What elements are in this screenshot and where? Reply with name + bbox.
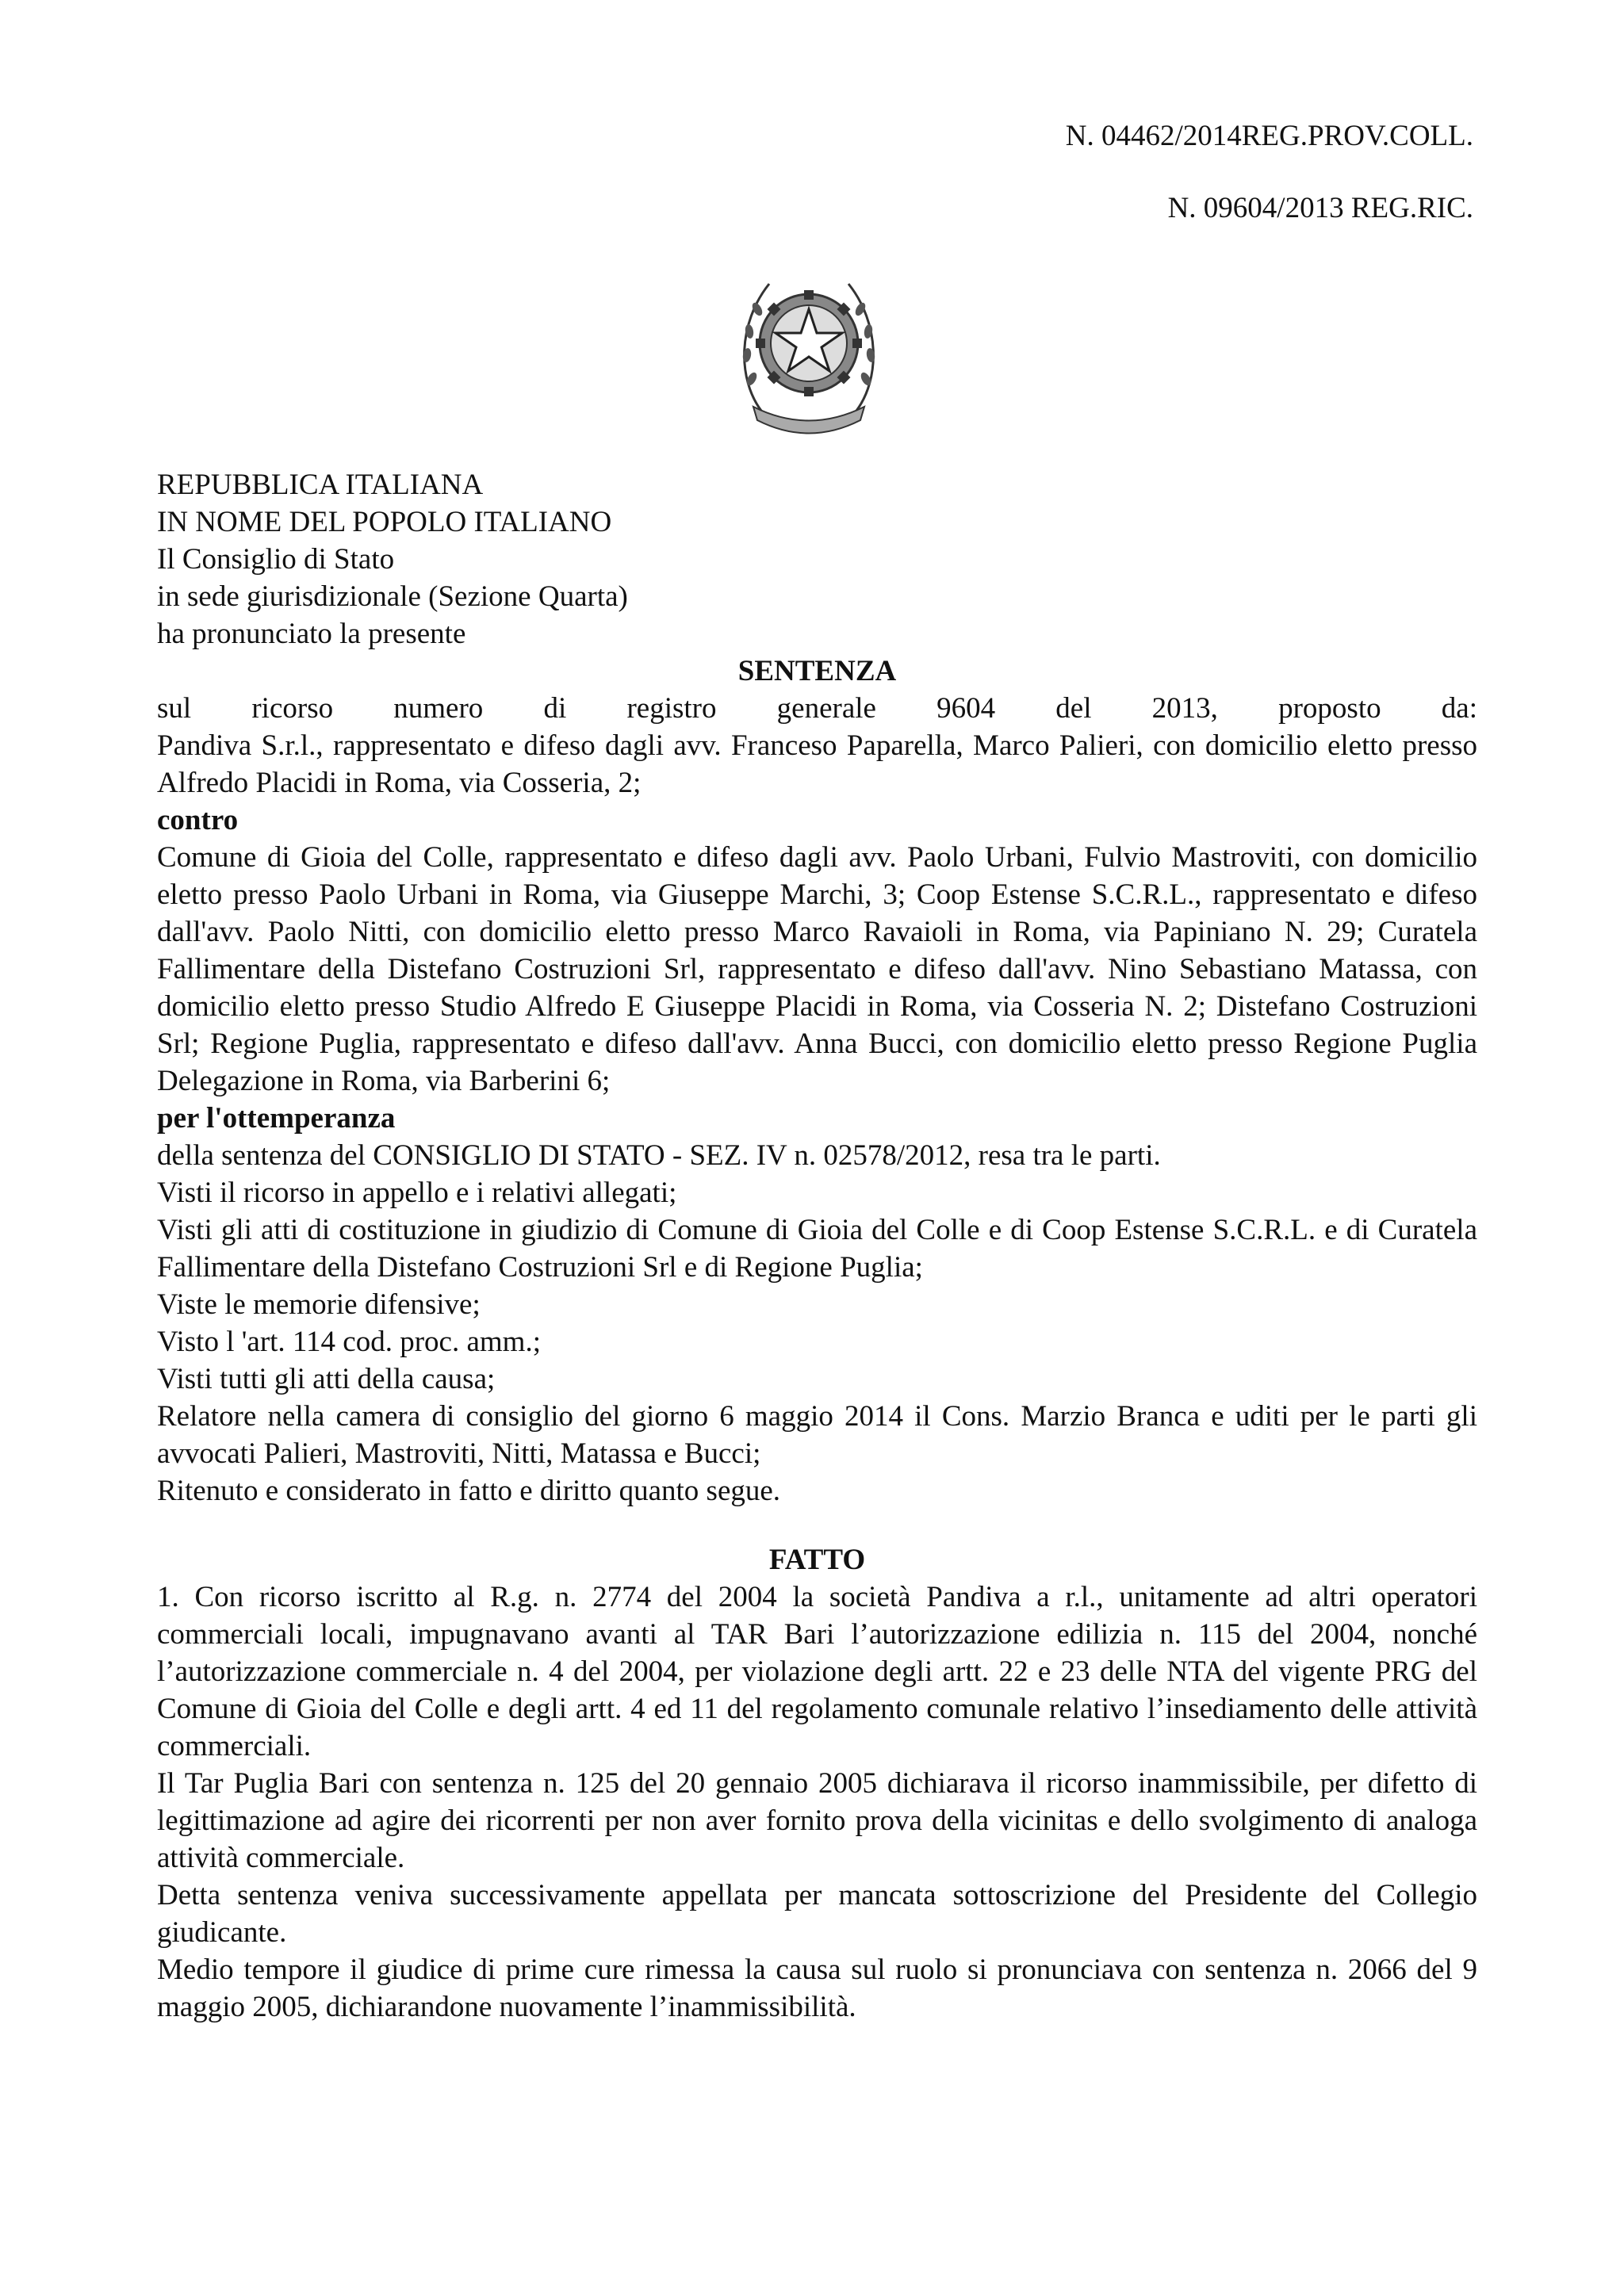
visti-paragraph: Visti gli atti di costituzione in giudizio di Comune di Gioia del Colle e di Coop Estense S.C.R.L. e di Curatela Fallimentare della Distefano Costruzioni Srl e di Regione Puglia;: [157, 1214, 1477, 1284]
repubblica-italiana-emblem-icon: [730, 252, 888, 434]
visti-paragraph: Ritenuto e considerato in fatto e diritto quanto segue.: [157, 1475, 781, 1507]
ricorso-paragraph: Pandiva S.r.l., rappresentato e difeso dagli avv. Franceso Paparella, Marco Palieri, con domicilio eletto presso Alfredo Placidi in Roma, via Cosseria, 2;: [157, 729, 1477, 799]
visti-paragraph: Viste le memorie difensive;: [157, 1288, 481, 1321]
sentenza-heading: SENTENZA: [737, 655, 897, 687]
fatto-paragraph: 1. Con ricorso iscritto al R.g. n. 2774 del 2004 la società Pandiva a r.l., unitamente ad altri operatori commerciali locali, impugnavano avanti al TAR Bari l’autorizzazione edilizia n. 115 del 2004, nonché l’autorizzazione commerciale n. 4 del 2004, per violazione degli artt. 22 e 23 delle NTA del vigente PRG del Comune di Gioia del Colle e degli artt. 4 ed 11 del regolamento comunale relativo l’insediamento delle attività commerciali.: [157, 1581, 1477, 1762]
fatto-paragraph: Detta sentenza veniva successivamente appellata per mancata sottoscrizione del Presidente del Collegio giudicante.: [157, 1879, 1477, 1949]
reg-prov-number: N. 04462/2014REG.PROV.COLL.: [1065, 120, 1473, 152]
intro-line: REPUBBLICA ITALIANA: [157, 469, 484, 501]
intro-line: ha pronunciato la presente: [157, 618, 466, 650]
contro-label: contro: [157, 804, 239, 836]
intro-line: in sede giurisdizionale (Sezione Quarta): [157, 580, 628, 613]
visti-paragraph: Visti tutti gli atti della causa;: [157, 1363, 496, 1395]
reg-ric-number: N. 09604/2013 REG.RIC.: [1167, 192, 1473, 224]
ottemperanza-label: per l'ottemperanza: [157, 1102, 396, 1135]
visti-paragraph: Relatore nella camera di consiglio del giorno 6 maggio 2014 il Cons. Marzio Branca e uditi per le parti gli avvocati Palieri, Mastroviti, Nitti, Matassa e Bucci;: [157, 1400, 1477, 1470]
document-body: [157, 466, 1477, 2026]
ottemperanza-paragraph: della sentenza del CONSIGLIO DI STATO - SEZ. IV n. 02578/2012, resa tra le parti.: [157, 1139, 1161, 1172]
visti-paragraph: Visto l 'art. 114 cod. proc. amm.;: [157, 1326, 541, 1358]
ricorso-line: sul ricorso numero di registro generale 9604 del 2013, proposto da:: [157, 692, 1477, 725]
visti-paragraph: Visti il ricorso in appello e i relativi allegati;: [157, 1177, 677, 1209]
intro-line: IN NOME DEL POPOLO ITALIANO: [157, 506, 612, 538]
fatto-heading: FATTO: [768, 1544, 866, 1576]
contro-paragraph: Comune di Gioia del Colle, rappresentato e difeso dagli avv. Paolo Urbani, Fulvio Mastroviti, con domicilio eletto presso Paolo Urbani in Roma, via Giuseppe Marchi, 3; Coop Estense S.C.R.L., rappresentato e difeso dall'avv. Paolo Nitti, con domicilio eletto presso Marco Ravaioli in Roma, via Papiniano N. 29; Curatela Fallimentare della Distefano Costruzioni Srl, rappresentato e difeso dall'avv. Nino Sebastiano Matassa, con domicilio eletto presso Studio Alfredo E Giuseppe Placidi in Roma, via Cosseria N. 2; Distefano Costruzioni Srl; Regione Puglia, rappresentato e difeso dall'avv. Anna Bucci, con domicilio eletto presso Regione Puglia Delegazione in Roma, via Barberini 6;: [157, 841, 1477, 1097]
fatto-paragraph: Medio tempore il giudice di prime cure rimessa la causa sul ruolo si pronunciava con sentenza n. 2066 del 9 maggio 2005, dichiarandone nuovamente l’inammissibilità.: [157, 1954, 1477, 2023]
intro-line: Il Consiglio di Stato: [157, 543, 395, 576]
fatto-paragraph: Il Tar Puglia Bari con sentenza n. 125 del 20 gennaio 2005 dichiarava il ricorso inammissibile, per difetto di legittimazione ad agire dei ricorrenti per non aver fornito prova della vicinitas e dello svolgimento di analoga attività commerciale.: [157, 1767, 1477, 1874]
